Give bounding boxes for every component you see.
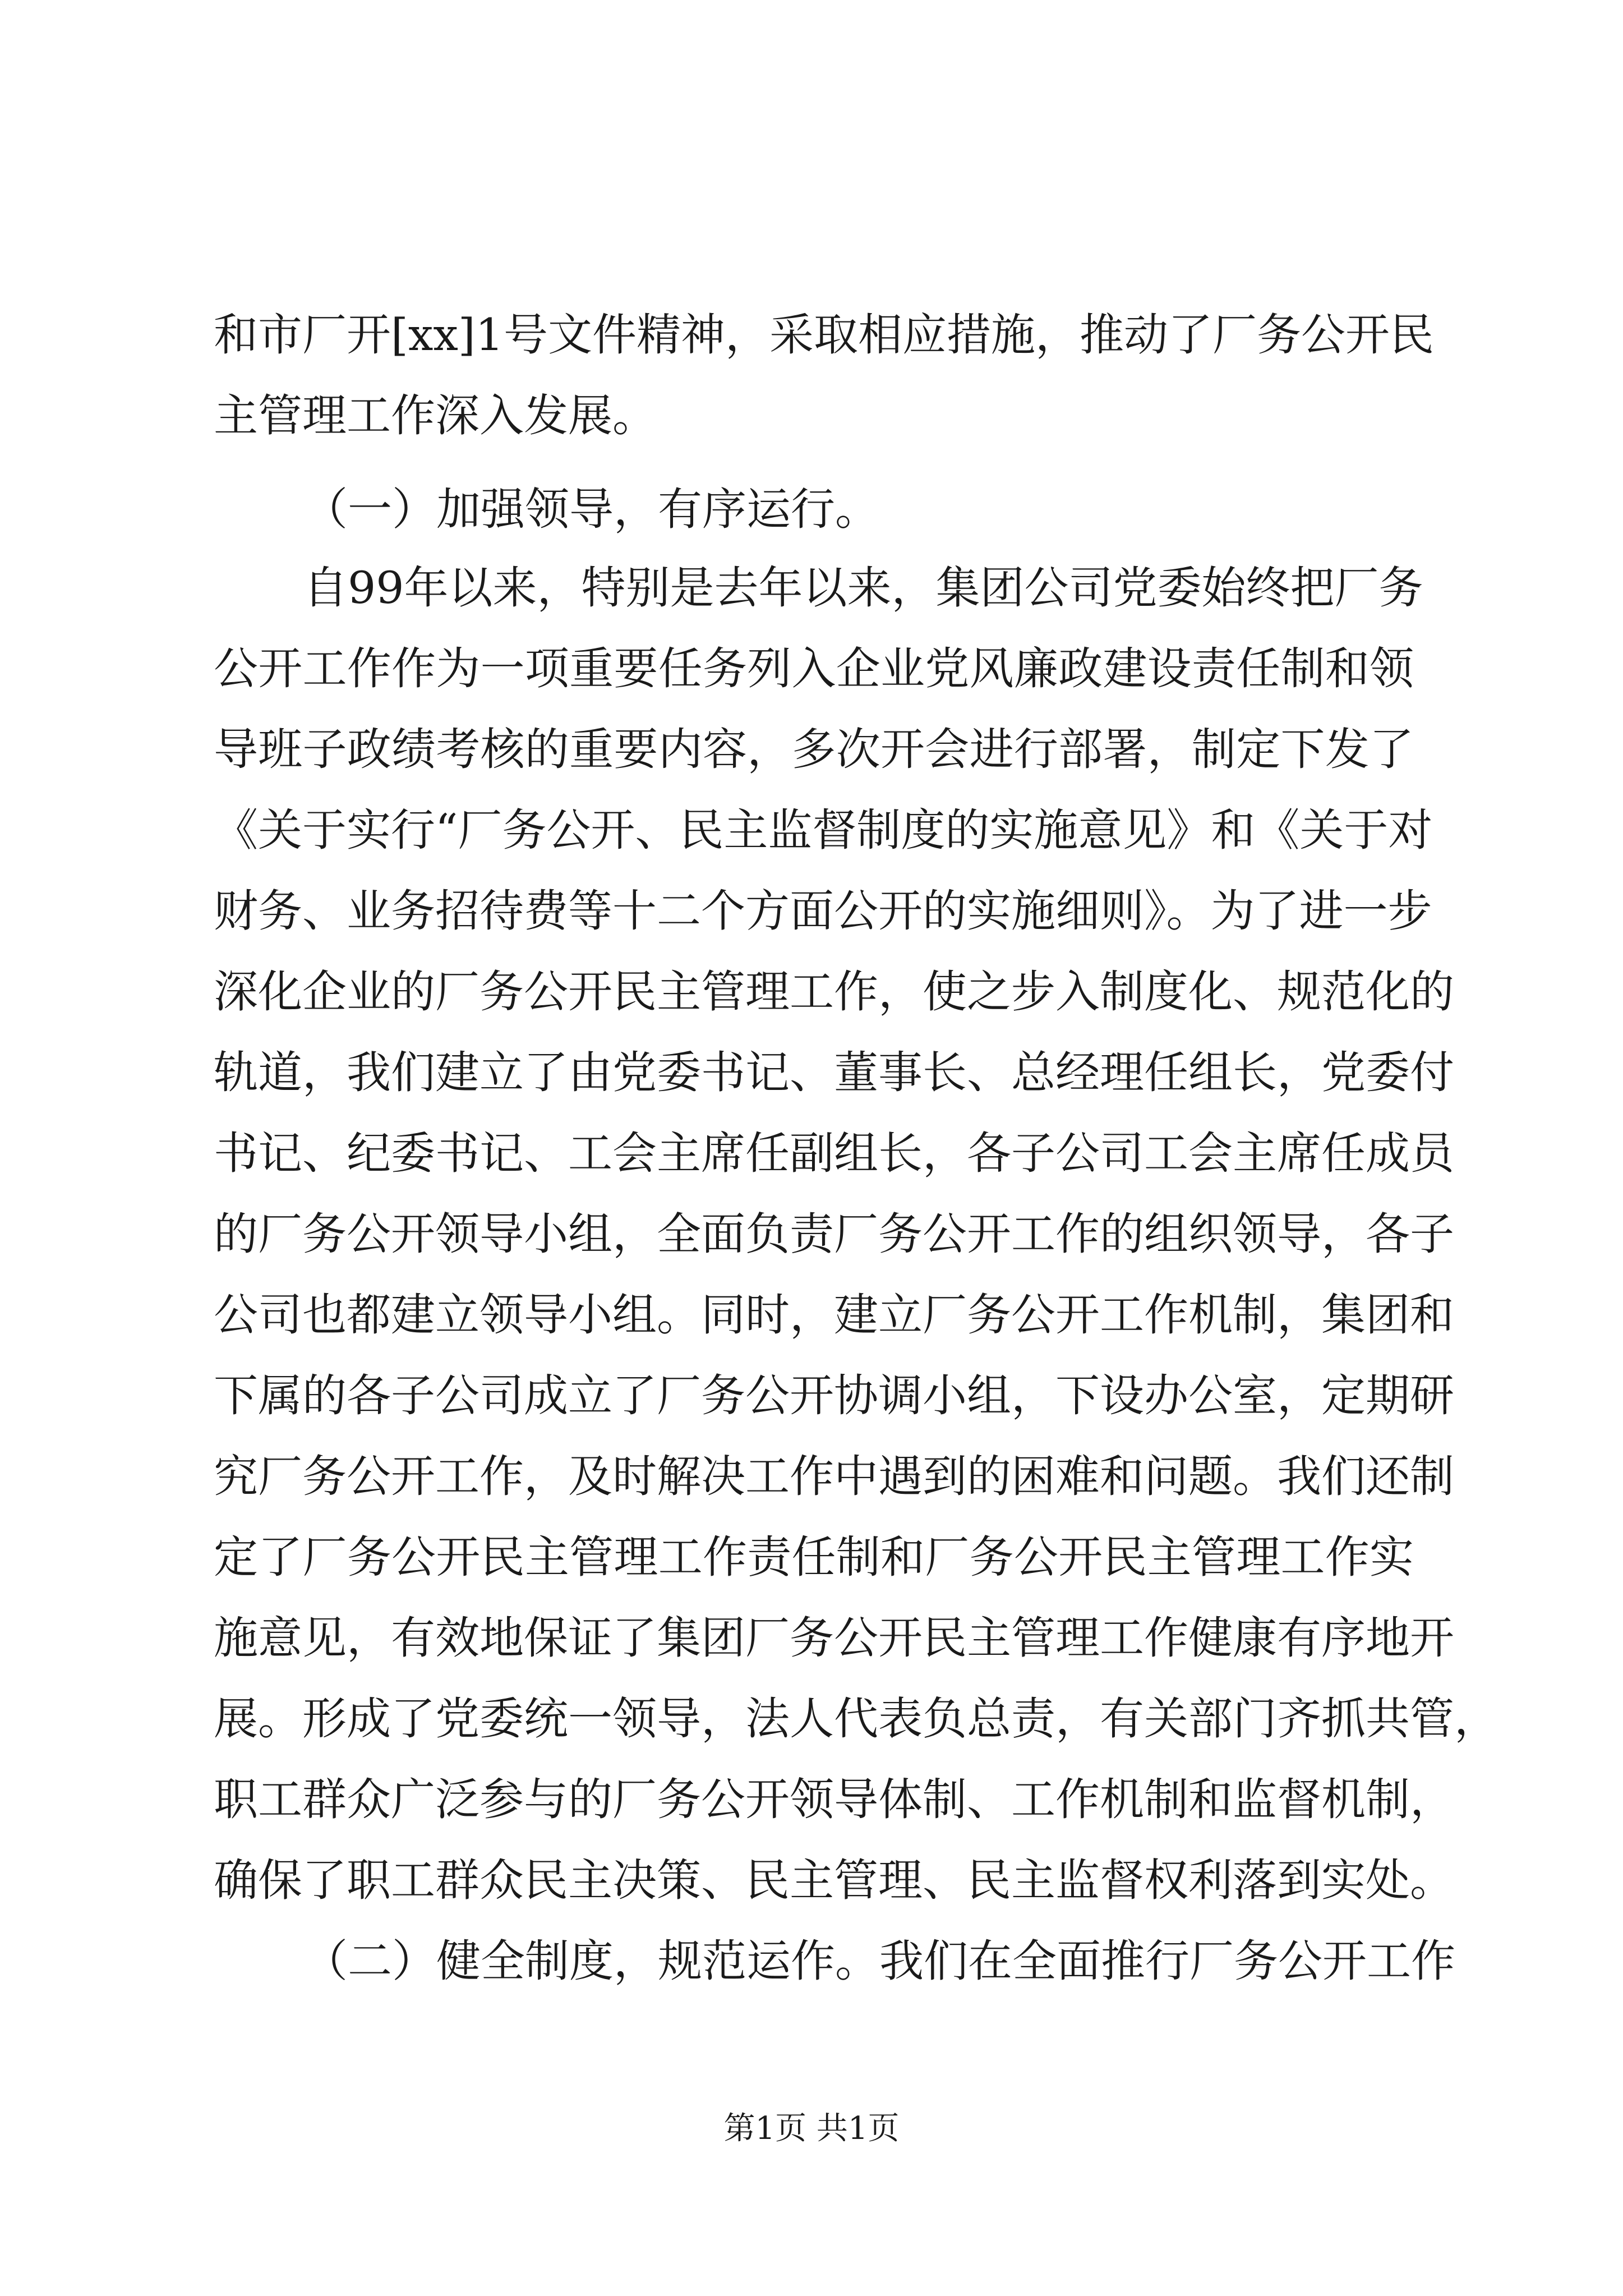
body-line: 公司也都建立领导小组。同时，建立厂务公开工作机制，集团和 [214,1289,1454,1341]
body-line: 轨道，我们建立了由党委书记、董事长、总经理任组长，党委付 [214,1047,1454,1098]
body-line: 深化企业的厂务公开民主管理工作，使之步入制度化、规范化的 [214,966,1454,1018]
body-line: 下属的各子公司成立了厂务公开协调小组，下设办公室，定期研 [214,1370,1454,1421]
body-line: 的厂务公开领导小组，全面负责厂务公开工作的组织领导，各子 [214,1208,1454,1260]
body-line: 展。形成了党委统一领导，法人代表负总责，有关部门齐抓共管， [214,1693,1498,1745]
body-line: 自99年以来，特别是去年以来，集团公司党委始终把厂务 [303,562,1423,614]
body-line: 《关于实行“厂务公开、民主监督制度的实施意见》和《关于对 [214,804,1433,856]
section-heading: （二）健全制度，规范运作。我们在全面推行厂务公开工作 [303,1935,1455,1987]
body-line: 导班子政绩考核的重要内容，多次开会进行部署，制定下发了 [214,724,1414,775]
body-line: 主管理工作深入发展。 [214,390,657,441]
body-line: 定了厂务公开民主管理工作责任制和厂务公开民主管理工作实 [214,1531,1414,1583]
body-line: 和市厂开[xx]1号文件精神，采取相应措施，推动了厂务公开民 [214,309,1435,361]
body-line: 财务、业务招待费等十二个方面公开的实施细则》。为了进一步 [214,885,1432,937]
body-line: 确保了职工群众民主决策、民主管理、民主监督权利落到实处。 [214,1855,1454,1906]
body-line: 职工群众广泛参与的厂务公开领导体制、工作机制和监督机制， [214,1774,1454,1825]
section-heading: （一）加强领导，有序运行。 [303,484,879,535]
body-line: 施意见，有效地保证了集团厂务公开民主管理工作健康有序地开 [214,1612,1454,1664]
page-footer: 第1页 共1页 [723,2110,900,2147]
body-line: 书记、纪委书记、工会主席任副组长，各子公司工会主席任成员 [214,1128,1454,1179]
body-line: 究厂务公开工作，及时解决工作中遇到的困难和问题。我们还制 [214,1451,1454,1502]
body-line: 公开工作作为一项重要任务列入企业党风廉政建设责任制和领 [214,643,1414,694]
